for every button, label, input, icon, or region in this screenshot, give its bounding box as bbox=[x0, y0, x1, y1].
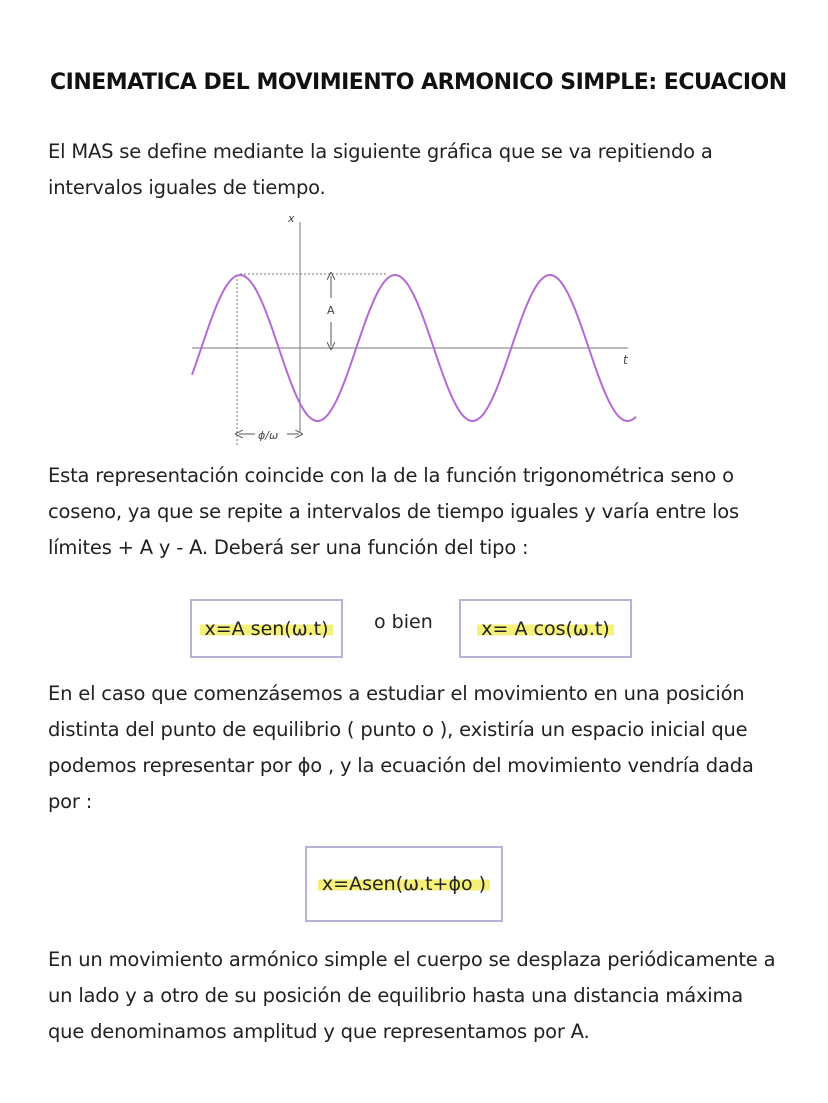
intro-line: intervalos iguales de tiempo. bbox=[48, 176, 326, 199]
conclusion-line: que denominamos amplitud y que representamos por A. bbox=[48, 1020, 590, 1043]
conclusion-paragraph bbox=[48, 942, 783, 1050]
cosine-equation: x= A cos(ω.t) bbox=[477, 618, 613, 640]
explanation-line: límites + A y - A. Deberá ser una función del tipo : bbox=[48, 536, 529, 559]
sine-equation: x=A sen(ω.t) bbox=[200, 618, 332, 640]
general-equation-box bbox=[305, 846, 503, 922]
amplitude-label: A bbox=[327, 304, 335, 317]
intro-line: El MAS se define mediante la siguiente gráfica que se va repitiendo a bbox=[48, 140, 713, 163]
phase-paragraph bbox=[48, 676, 783, 820]
page-title: CINEMATICA DEL MOVIMIENTO ARMONICO SIMPLE: ECUACION bbox=[50, 70, 787, 95]
explanation-line: Esta representación coincide con la de la función trigonométrica seno o bbox=[48, 464, 734, 487]
x-axis-label: x bbox=[288, 212, 295, 225]
conclusion-line: En un movimiento armónico simple el cuerpo se desplaza periódicamente a bbox=[48, 948, 776, 971]
sine-equation-box bbox=[190, 599, 343, 658]
t-axis-label: t bbox=[623, 353, 628, 367]
phase-line: podemos representar por ϕo , y la ecuación del movimiento vendría dada bbox=[48, 754, 754, 777]
phase-label: ϕ/ω bbox=[258, 429, 279, 442]
conclusion-line: un lado y a otro de su posición de equilibrio hasta una distancia máxima bbox=[48, 984, 744, 1007]
sine-wave-graph bbox=[185, 205, 645, 450]
phase-line: En el caso que comenzásemos a estudiar el movimiento en una posición bbox=[48, 682, 745, 705]
phase-line: por : bbox=[48, 790, 93, 813]
general-equation: x=Asen(ω.t+ϕo ) bbox=[318, 873, 490, 895]
explanation-line: coseno, ya que se repite a intervalos de tiempo iguales y varía entre los bbox=[48, 500, 739, 523]
equation-connector: o bien bbox=[374, 611, 433, 633]
intro-paragraph bbox=[48, 134, 783, 206]
explanation-paragraph bbox=[48, 458, 783, 566]
phase-line: distinta del punto de equilibrio ( punto o ), existiría un espacio inicial que bbox=[48, 718, 748, 741]
cosine-equation-box bbox=[459, 599, 632, 658]
